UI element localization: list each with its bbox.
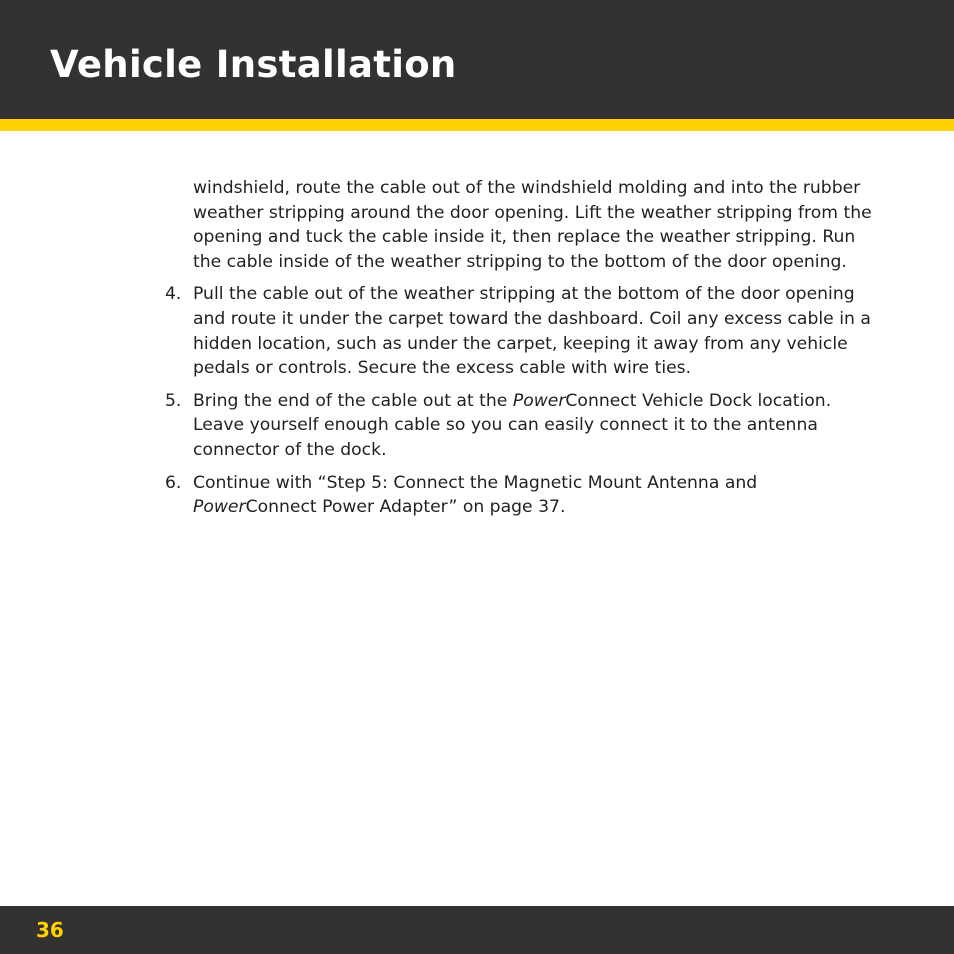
- step-text-before: Continue with “Step 5: Connect the Magnetic Mount Antenna and: [193, 472, 758, 493]
- step-number: 4.: [165, 284, 182, 305]
- step-text-before: Bring the end of the cable out at the: [193, 390, 513, 411]
- accent-bar: [0, 119, 954, 131]
- step-5: [165, 389, 875, 463]
- power-brand-text: Power: [193, 497, 246, 518]
- step-number: 6.: [165, 472, 182, 493]
- step-text-after: Connect Power Adapter” on page 37.: [245, 497, 566, 518]
- page-header: [0, 0, 954, 119]
- page-footer: [0, 906, 954, 954]
- step-text: [193, 471, 875, 520]
- step-number: 5.: [165, 390, 182, 411]
- step-4: [165, 282, 875, 380]
- page-title: Vehicle Installation: [50, 43, 457, 86]
- continuation-paragraph: windshield, route the cable out of the windshield molding and into the rubber weather stripping around the door opening. Lift the weather stripping from the opening and tuck the cable inside it, then replace the weather stripping. Run the cable inside of the weather stripping to the bottom of the door opening.: [193, 178, 872, 272]
- step-text: [193, 389, 875, 463]
- step-text-after: Connect Vehicle Dock location. Leave yourself enough cable so you can easily connect it to the antenna connector of the dock.: [193, 390, 832, 460]
- power-brand-text: Power: [512, 390, 566, 411]
- step-text: Pull the cable out of the weather stripping at the bottom of the door opening and route it under the carpet toward the dashboard. Coil any excess cable in a hidden location, such as under the carpet, keeping it away from any vehicle pedals or controls. Secure the excess cable with wire ties.: [193, 284, 871, 379]
- step-6: [165, 471, 875, 520]
- page-number: 36: [36, 918, 64, 942]
- instructions-body: [165, 176, 875, 528]
